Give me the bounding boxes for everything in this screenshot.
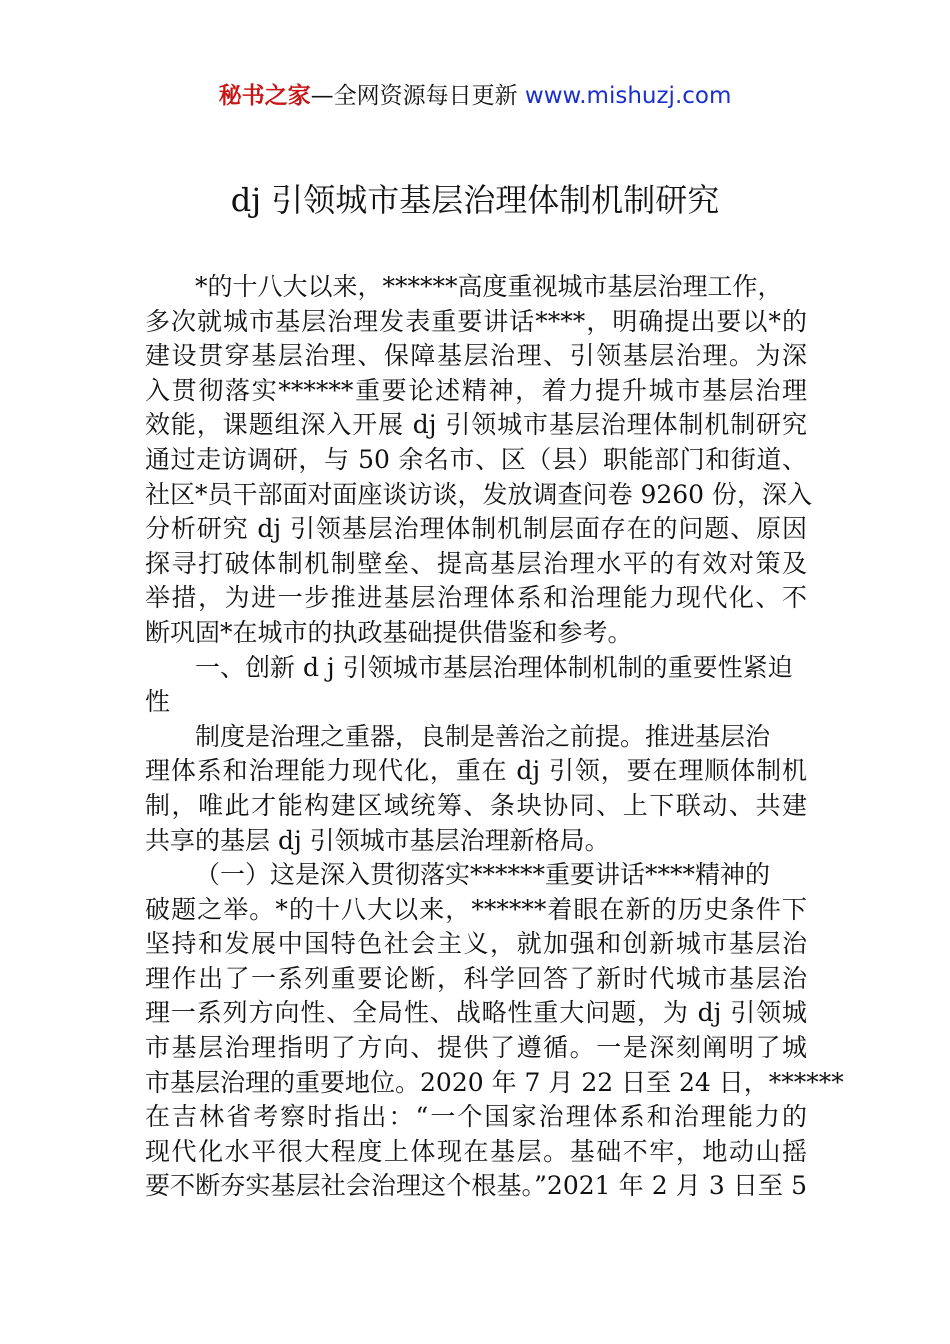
text-line: 理作出了一系列重要论断，科学回答了新时代城市基层治	[145, 963, 807, 993]
text-line: 入贯彻落实******重要论述精神，着力提升城市基层治理	[145, 375, 807, 405]
text-line: 理一系列方向性、全局性、战略性重大问题，为 dj 引领城	[145, 998, 807, 1028]
site-url-link[interactable]: www.mishuzj.com	[524, 83, 732, 109]
text-line: 在吉林省考察时指出：“一个国家治理体系和治理能力的	[145, 1102, 807, 1132]
text-line: 举措，为进一步推进基层治理体系和治理能力现代化、不	[145, 583, 807, 613]
text-line: 坚持和发展中国特色社会主义，就加强和创新城市基层治	[145, 929, 807, 959]
text-line: 现代化水平很大程度上体现在基层。基础不牢，地动山摇	[145, 1136, 807, 1166]
site-slogan: —全网资源每日更新	[310, 83, 525, 109]
text-line: 共享的基层 dj 引领城市基层治理新格局。	[145, 825, 610, 855]
section-heading: 一、创新 d j 引领城市基层治理体制机制的重要性紧迫	[195, 652, 793, 682]
text-line: 分析研究 dj 引领基层治理体制机制层面存在的问题、原因	[145, 514, 807, 544]
text-line: 市基层治理的重要地位。2020 年 7 月 22 日至 24 日，******	[145, 1067, 844, 1097]
text-line: 市基层治理指明了方向、提供了遵循。一是深刻阐明了城	[145, 1033, 807, 1063]
text-line: 要不断夯实基层社会治理这个根基。”2021 年 2 月 3 日至 5	[145, 1171, 807, 1201]
text-line: 制，唯此才能构建区域统筹、条块协同、上下联动、共建	[145, 790, 807, 820]
text-line: 理体系和治理能力现代化，重在 dj 引领，要在理顺体制机	[145, 756, 807, 786]
text-line: 制度是治理之重器，良制是善治之前提。推进基层治	[195, 721, 771, 751]
text-line: *的十八大以来，******高度重视城市基层治理工作，	[195, 272, 783, 301]
text-line: 探寻打破体制机制壁垒、提高基层治理水平的有效对策及	[145, 548, 807, 578]
document-body	[145, 270, 844, 1204]
document-title: dj 引领城市基层治理体制机制研究	[230, 181, 720, 219]
text-line: 多次就城市基层治理发表重要讲话****，明确提出要以*的	[145, 306, 807, 336]
text-line: 断巩固*在城市的执政基础提供借鉴和参考。	[145, 617, 633, 647]
site-brand: 秘书之家	[218, 83, 311, 109]
text-line: 破题之举。*的十八大以来，******着眼在新的历史条件下	[145, 894, 807, 924]
text-line: 效能，课题组深入开展 dj 引领城市基层治理体制机制研究	[145, 410, 807, 440]
text-line: 通过走访调研，与 50 余名市、区（县）职能部门和街道、	[145, 444, 807, 474]
site-header	[0, 80, 950, 112]
text-line: 建设贯穿基层治理、保障基层治理、引领基层治理。为深	[145, 341, 807, 371]
section-heading-cont: 性	[145, 687, 171, 717]
subsection-line: （一）这是深入贯彻落实******重要讲话****精神的	[195, 860, 771, 890]
text-line: 社区*员干部面对面座谈访谈，发放调查问卷 9260 份，深入	[145, 479, 813, 509]
